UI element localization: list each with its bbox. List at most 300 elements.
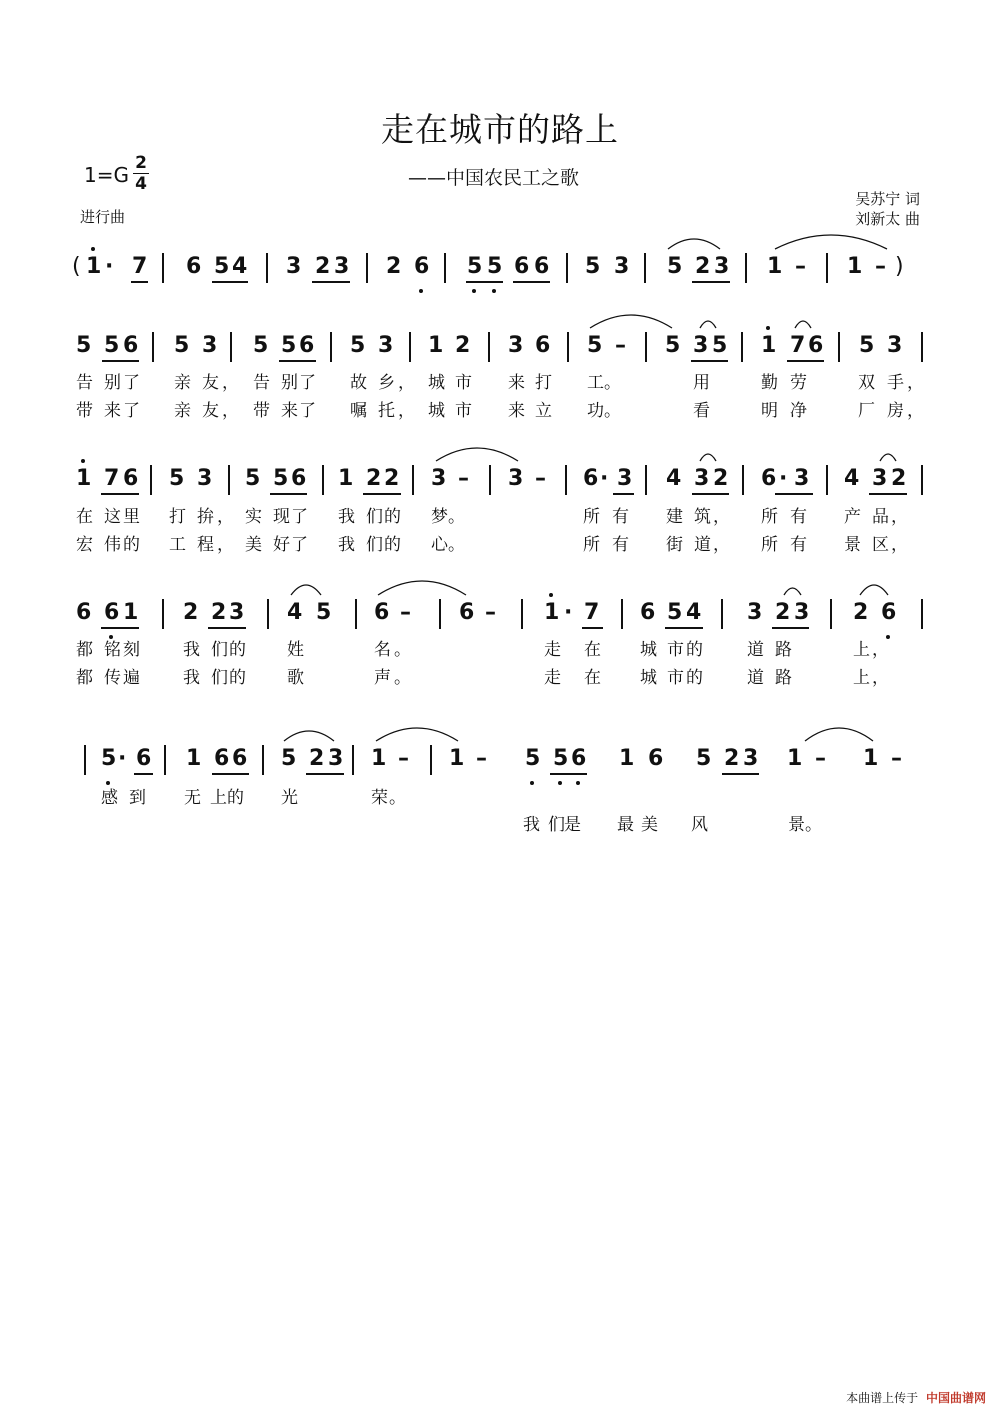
beam-underline — [513, 281, 550, 283]
note: 5 — [214, 254, 230, 279]
note: 3 — [794, 600, 810, 625]
note: 6 — [514, 254, 530, 279]
beam-underline — [312, 281, 350, 283]
lyric-char: 美 — [245, 535, 262, 555]
slur-arc — [700, 320, 716, 329]
lyric-char: 城 — [640, 668, 657, 688]
octave-dot-above — [766, 326, 770, 330]
bar-line — [228, 465, 230, 495]
note: 7 — [790, 333, 806, 358]
lyric-char: 所 — [583, 507, 600, 527]
note: 1 — [186, 746, 202, 771]
note: 2 — [891, 466, 907, 491]
note: 2 — [309, 746, 325, 771]
lyric-char: 的 — [384, 535, 401, 555]
bar-line — [152, 332, 154, 362]
lyric-char: ， — [217, 535, 234, 555]
slur-arc — [291, 584, 321, 596]
bar-line — [921, 599, 923, 629]
lyric-char: 。 — [394, 668, 411, 688]
note: 2 — [695, 254, 711, 279]
note: 6 — [374, 600, 390, 625]
note: 1 — [544, 600, 560, 625]
lyric-char: 市 — [455, 401, 472, 421]
slur-arc — [284, 730, 334, 742]
beam-underline — [101, 627, 139, 629]
bar-line — [644, 253, 646, 283]
note: – — [398, 746, 409, 771]
note: 1 — [338, 466, 354, 491]
note: 6 — [136, 746, 152, 771]
note: 1 — [123, 600, 139, 625]
note: ( — [72, 254, 81, 279]
note: 5 — [281, 746, 297, 771]
note: 5 — [316, 600, 332, 625]
lyric-char: 光 — [281, 788, 298, 808]
lyric-char: 有 — [790, 535, 807, 555]
bar-line — [409, 332, 411, 362]
lyric-char: 了 — [123, 401, 140, 421]
note: 5 — [245, 466, 261, 491]
bar-line — [164, 745, 166, 775]
lyric-char: 的 — [384, 507, 401, 527]
score-row — [0, 742, 1000, 782]
lyric-char: ， — [891, 507, 908, 527]
site-footer — [846, 1389, 986, 1406]
beam-underline — [787, 360, 824, 362]
note: 5 — [667, 254, 683, 279]
lyric-char: 了 — [291, 507, 308, 527]
note: 5 — [665, 333, 681, 358]
song-title: 走在城市的路上 — [381, 110, 619, 149]
lyric-char: 别 — [281, 373, 298, 393]
lyric-char: 所 — [761, 535, 778, 555]
lyric-char: 了 — [291, 535, 308, 555]
lyric-char: 打 — [169, 507, 186, 527]
slur-arc — [880, 453, 896, 462]
note: – — [535, 466, 546, 491]
note: – — [485, 600, 496, 625]
lyric-char: 我 — [338, 507, 355, 527]
lyric-char: 的 — [123, 535, 140, 555]
note: 1 — [76, 466, 92, 491]
time-signature — [133, 153, 149, 194]
note: 6 — [640, 600, 656, 625]
octave-dot-above — [81, 459, 85, 463]
octave-dot-below — [576, 781, 580, 785]
bar-line — [566, 253, 568, 283]
note: 2 — [713, 466, 729, 491]
lyric-char: 在 — [584, 640, 601, 660]
lyric-char: 景 — [844, 535, 861, 555]
note: 6 — [648, 746, 664, 771]
octave-dot-below — [472, 289, 476, 293]
lyric-char: 了 — [299, 401, 316, 421]
lyric-char: 了 — [299, 373, 316, 393]
bar-line — [412, 465, 414, 495]
lyric-char: 房 — [887, 401, 904, 421]
note: 2 — [384, 466, 400, 491]
lyric-char: 带 — [76, 401, 93, 421]
note: 6 — [123, 333, 139, 358]
lyric-char: 乡 — [378, 373, 395, 393]
slur-arc — [805, 727, 873, 742]
lyric-char: ， — [872, 640, 889, 660]
lyric-char: 这 — [104, 507, 121, 527]
note: 3 — [328, 746, 344, 771]
bar-line — [921, 332, 923, 362]
lyric-char: ， — [907, 373, 924, 393]
slur-arc — [378, 580, 466, 596]
lyric-char: 是 — [564, 815, 581, 835]
note: 5 — [273, 466, 289, 491]
lyric-char: 道 — [694, 535, 711, 555]
bar-line — [322, 465, 324, 495]
lyric-char: 嘱 — [350, 401, 367, 421]
note: 5 — [553, 746, 569, 771]
lyric-char: 所 — [583, 535, 600, 555]
lyric-char: 。 — [604, 401, 621, 421]
lyric-char: 明 — [761, 401, 778, 421]
octave-dot-above — [91, 247, 95, 251]
lyric-char: 用 — [693, 373, 710, 393]
lyric-char: 净 — [790, 401, 807, 421]
note: – — [476, 746, 487, 771]
note: 6 — [214, 746, 230, 771]
lyric-char: 美 — [641, 815, 658, 835]
note: 4 — [844, 466, 860, 491]
note: 6 — [808, 333, 824, 358]
lyric-char: 现 — [273, 507, 290, 527]
lyric-char: 们 — [211, 640, 228, 660]
lyric-char: 亲 — [174, 373, 191, 393]
note: 3 — [229, 600, 245, 625]
lyric-char: 故 — [350, 373, 367, 393]
bar-line — [444, 253, 446, 283]
lyric-char: 在 — [76, 507, 93, 527]
lyric-char: 。 — [805, 815, 822, 835]
note: 6 — [459, 600, 475, 625]
note: 4 — [232, 254, 248, 279]
lyric-char: 城 — [640, 640, 657, 660]
time-signature-bottom: 4 — [135, 174, 147, 194]
note: 6 — [414, 254, 430, 279]
lyric-char: 市 — [667, 640, 684, 660]
lyric-char: ， — [872, 668, 889, 688]
bar-line — [645, 465, 647, 495]
note: 3 — [202, 333, 218, 358]
octave-dot-below — [886, 635, 890, 639]
note: 3 — [508, 466, 524, 491]
slur-arc — [668, 238, 720, 250]
note: 2 — [386, 254, 402, 279]
lyric-char: 铭 — [104, 640, 121, 660]
note: 6 — [583, 466, 599, 491]
note: 4 — [666, 466, 682, 491]
lyric-char: 的 — [686, 640, 703, 660]
lyric-char: 双 — [858, 373, 875, 393]
note: 4 — [287, 600, 303, 625]
lyric-char: 建 — [666, 507, 683, 527]
lyric-char: 好 — [273, 535, 290, 555]
lyric-char: 看 — [693, 401, 710, 421]
bar-line — [745, 253, 747, 283]
slur-arc — [784, 587, 801, 596]
bar-line — [742, 465, 744, 495]
octave-dot-below — [109, 635, 113, 639]
lyric-char: 道 — [747, 640, 764, 660]
note: 5 — [350, 333, 366, 358]
note: 5 — [253, 333, 269, 358]
note: 7 — [584, 600, 600, 625]
note: 1 — [449, 746, 465, 771]
lyric-char: 心 — [431, 535, 448, 555]
beam-underline — [692, 281, 730, 283]
lyric-char: 打 — [535, 373, 552, 393]
note: 2 — [724, 746, 740, 771]
slur-arc — [590, 314, 672, 329]
score-row — [0, 250, 1000, 290]
lyric-char: 城 — [428, 373, 445, 393]
lyric-char: 的 — [229, 668, 246, 688]
beam-underline — [102, 360, 139, 362]
note: · — [564, 600, 573, 625]
note: 5 — [169, 466, 185, 491]
beam-underline — [722, 773, 759, 775]
lyric-char: ， — [907, 401, 924, 421]
song-subtitle: ——中国农民工之歌 — [408, 167, 580, 189]
key-signature: 1=G — [84, 163, 129, 187]
lyric-char: 上 — [853, 668, 870, 688]
note: 3 — [431, 466, 447, 491]
bar-line — [330, 332, 332, 362]
note: 2 — [853, 600, 869, 625]
note: 1 — [767, 254, 783, 279]
note: 5 — [467, 254, 483, 279]
bar-line — [366, 253, 368, 283]
bar-line — [565, 465, 567, 495]
lyricist-credit: 吴苏宁 词 — [855, 190, 920, 208]
lyric-char: 我 — [523, 815, 540, 835]
bar-line — [826, 253, 828, 283]
note: 5 — [859, 333, 875, 358]
lyric-char: 我 — [183, 640, 200, 660]
lyric-char: ， — [222, 373, 239, 393]
note: 1 — [847, 254, 863, 279]
bar-line — [266, 253, 268, 283]
bar-line — [267, 599, 269, 629]
lyric-char: 的 — [686, 668, 703, 688]
note: 6 — [186, 254, 202, 279]
lyric-char: 来 — [508, 401, 525, 421]
lyric-char: 勤 — [761, 373, 778, 393]
lyric-char: 筑 — [694, 507, 711, 527]
lyric-char: 。 — [448, 507, 465, 527]
note: 1 — [619, 746, 635, 771]
lyric-char: 都 — [76, 640, 93, 660]
note: 5 — [712, 333, 728, 358]
bar-line — [521, 599, 523, 629]
note: 3 — [334, 254, 350, 279]
beam-underline — [212, 773, 249, 775]
beam-underline — [208, 627, 246, 629]
note: 3 — [743, 746, 759, 771]
note: 3 — [617, 466, 633, 491]
lyric-char: 功 — [587, 401, 604, 421]
site-name: 中国曲谱网 — [925, 1391, 986, 1405]
lyric-char: 最 — [617, 815, 634, 835]
upload-text: 本曲谱上传于 — [846, 1391, 919, 1405]
beam-underline — [212, 281, 248, 283]
lyric-char: 感 — [101, 788, 118, 808]
lyric-char: 了 — [123, 373, 140, 393]
lyric-char: 来 — [104, 401, 121, 421]
bar-line — [162, 599, 164, 629]
note: 5 — [525, 746, 541, 771]
bar-line — [741, 332, 743, 362]
note: 6 — [535, 333, 551, 358]
lyric-char: 姓 — [287, 640, 304, 660]
lyric-char: 走 — [544, 640, 561, 660]
score-row — [0, 329, 1000, 369]
note: – — [875, 254, 886, 279]
note: – — [400, 600, 411, 625]
note: 3 — [887, 333, 903, 358]
lyric-char: 劳 — [790, 373, 807, 393]
octave-dot-below — [419, 289, 423, 293]
note: – — [615, 333, 626, 358]
beam-underline — [363, 493, 401, 495]
lyric-char: 我 — [338, 535, 355, 555]
bar-line — [645, 332, 647, 362]
note: 6 — [534, 254, 550, 279]
bar-line — [826, 465, 828, 495]
note: 2 — [366, 466, 382, 491]
bar-line — [721, 599, 723, 629]
bar-line — [830, 599, 832, 629]
note: 3 — [714, 254, 730, 279]
lyric-char: 品 — [872, 507, 889, 527]
note: 3 — [872, 466, 888, 491]
note: 5 — [76, 333, 92, 358]
lyric-char: ， — [713, 535, 730, 555]
lyric-char: 所 — [761, 507, 778, 527]
lyric-char: 友 — [202, 401, 219, 421]
score-row — [0, 596, 1000, 636]
note: 1 — [787, 746, 803, 771]
note: 5 — [585, 254, 601, 279]
note: 6 — [299, 333, 315, 358]
lyric-char: 梦 — [431, 507, 448, 527]
lyric-char: 路 — [775, 640, 792, 660]
bar-line — [150, 465, 152, 495]
note: 1 — [761, 333, 777, 358]
lyric-char: 刻 — [123, 640, 140, 660]
lyric-char: 实 — [245, 507, 262, 527]
octave-dot-below — [558, 781, 562, 785]
score-row — [0, 462, 1000, 502]
note: 6 — [232, 746, 248, 771]
lyric-char: 区 — [872, 535, 889, 555]
lyric-char: 风 — [691, 815, 708, 835]
lyric-char: 别 — [104, 373, 121, 393]
lyric-char: 名 — [374, 640, 391, 660]
octave-dot-below — [492, 289, 496, 293]
lyric-char: 告 — [253, 373, 270, 393]
note: 3 — [693, 333, 709, 358]
lyric-char: 市 — [667, 668, 684, 688]
note: 7 — [104, 466, 120, 491]
bar-line — [352, 745, 354, 775]
beam-underline — [582, 627, 603, 629]
lyric-char: 的 — [229, 640, 246, 660]
note: 4 — [686, 600, 702, 625]
lyric-char: 来 — [508, 373, 525, 393]
beam-underline — [665, 627, 703, 629]
beam-underline — [270, 493, 307, 495]
slur-arc — [436, 447, 518, 462]
note: 5 — [281, 333, 297, 358]
lyric-char: ， — [398, 373, 415, 393]
lyric-char: 在 — [584, 668, 601, 688]
note: 7 — [132, 254, 148, 279]
lyric-char: 市 — [455, 373, 472, 393]
lyric-char: 来 — [281, 401, 298, 421]
note: 6 — [123, 466, 139, 491]
note: 3 — [614, 254, 630, 279]
note: · — [779, 466, 788, 491]
lyric-char: 传 — [104, 668, 121, 688]
note: 5 — [587, 333, 603, 358]
beam-underline — [692, 493, 729, 495]
lyric-char: 遍 — [123, 668, 140, 688]
lyric-char: 们 — [548, 815, 565, 835]
note: · — [105, 254, 114, 279]
note: 3 — [197, 466, 213, 491]
bar-line — [921, 465, 923, 495]
note: 1 — [428, 333, 444, 358]
note: 6 — [104, 600, 120, 625]
note: 6 — [571, 746, 587, 771]
bar-line — [489, 465, 491, 495]
lyric-char: ， — [713, 507, 730, 527]
lyric-char: 走 — [544, 668, 561, 688]
bar-line — [84, 745, 86, 775]
composer-credit: 刘新太 曲 — [855, 210, 920, 228]
lyric-char: 带 — [253, 401, 270, 421]
lyric-char: 。 — [389, 788, 406, 808]
note: 3 — [378, 333, 394, 358]
note: 5 — [104, 333, 120, 358]
lyric-char: ， — [891, 535, 908, 555]
lyric-char: 。 — [394, 640, 411, 660]
beam-underline — [134, 773, 153, 775]
note: – — [891, 746, 902, 771]
note: 6 — [291, 466, 307, 491]
lyric-char: 工 — [587, 373, 604, 393]
bar-line — [621, 599, 623, 629]
lyric-char: 里 — [123, 507, 140, 527]
bar-line — [162, 253, 164, 283]
bar-line — [230, 332, 232, 362]
bar-line — [262, 745, 264, 775]
note: 3 — [747, 600, 763, 625]
lyric-char: 上 — [210, 788, 227, 808]
note: 2 — [211, 600, 227, 625]
lyric-char: 歌 — [287, 668, 304, 688]
bar-line — [355, 599, 357, 629]
lyric-char: 工 — [169, 535, 186, 555]
